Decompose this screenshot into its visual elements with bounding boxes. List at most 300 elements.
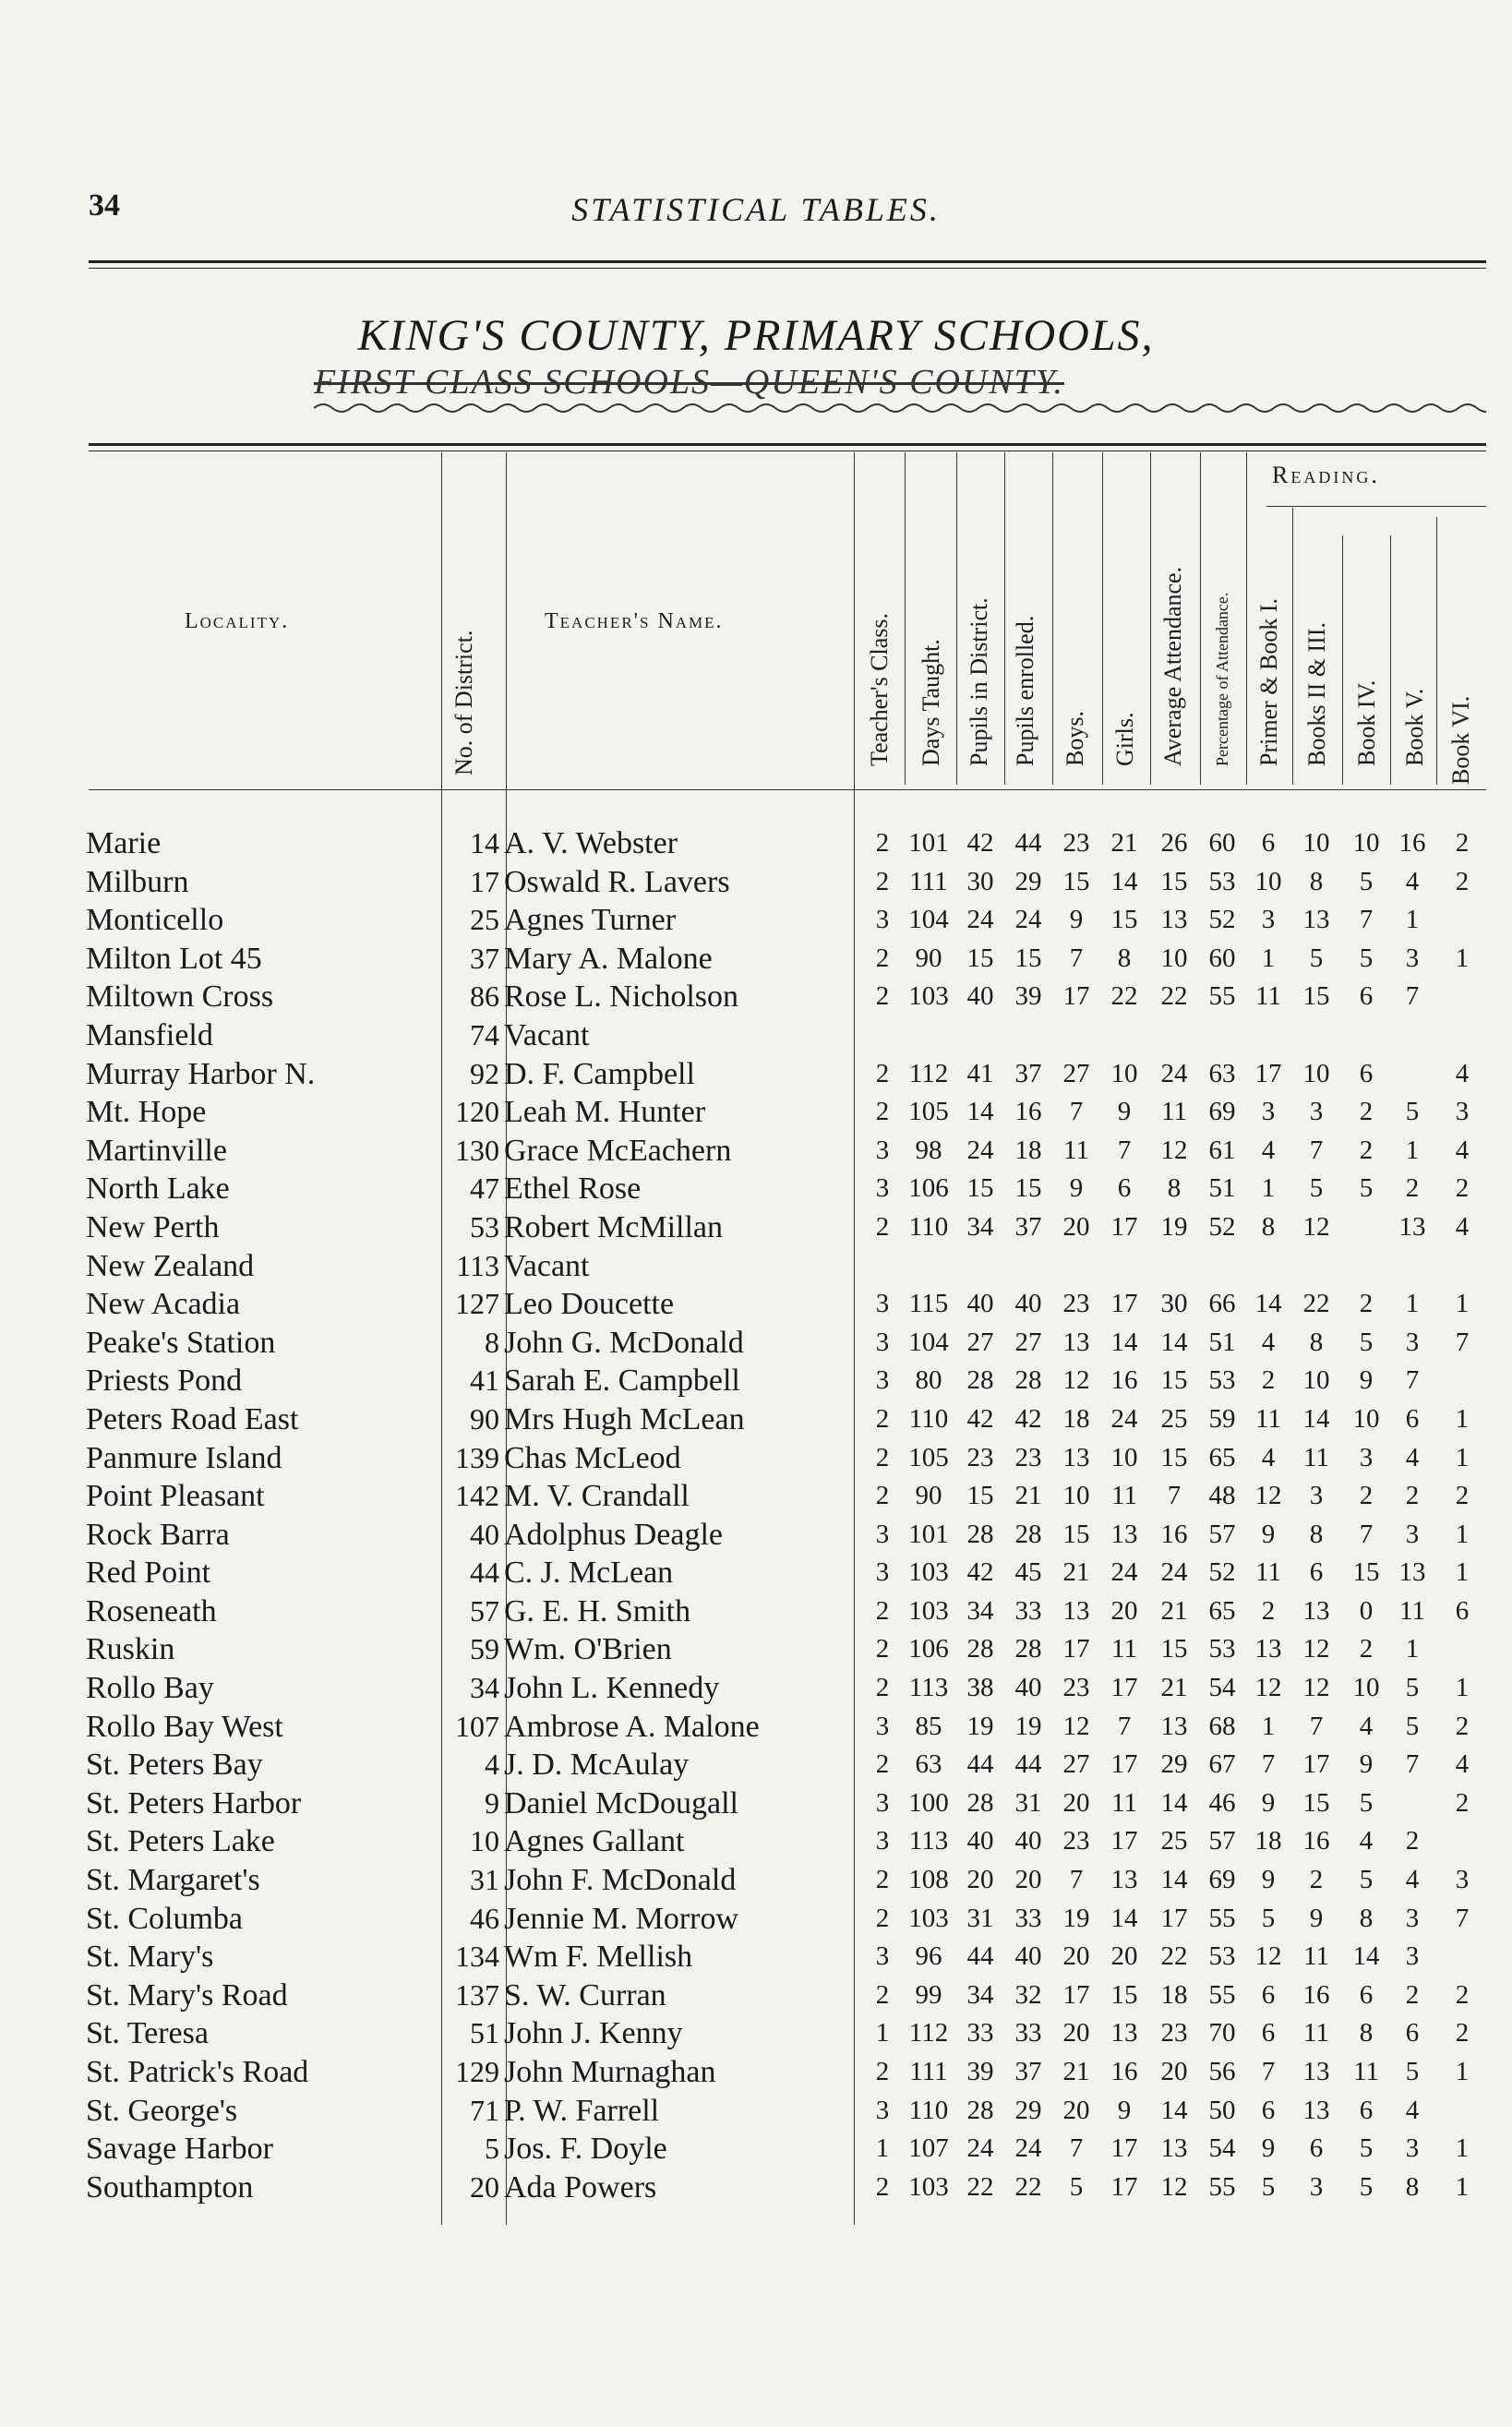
pe-cell: 37 (1014, 1211, 1042, 1242)
b5-cell: 4 (1405, 866, 1420, 896)
table-row (0, 1784, 1512, 1823)
b23-cell: 6 (1309, 1557, 1324, 1588)
district-cell: 8 (485, 1325, 499, 1359)
cls-cell: 2 (875, 828, 890, 858)
pe-cell: 28 (1014, 1365, 1042, 1396)
avg-cell: 26 (1160, 828, 1188, 858)
b23-cell: 12 (1302, 1211, 1330, 1242)
b6-cell: 7 (1455, 1903, 1470, 1933)
b23-cell: 16 (1302, 1826, 1330, 1856)
teacher-cell: C. J. McLean (504, 1556, 674, 1591)
girls-cell: 14 (1110, 866, 1138, 896)
b4-cell: 10 (1352, 828, 1380, 858)
b23-cell: 22 (1302, 1289, 1330, 1319)
teacher-cell: Ada Powers (504, 2169, 657, 2205)
table-row (0, 2014, 1512, 2053)
pct-cell: 68 (1208, 1711, 1236, 1741)
days-cell: 103 (908, 981, 949, 1012)
b4-cell: 5 (1359, 943, 1374, 973)
b5-cell: 3 (1405, 1941, 1420, 1972)
header-book5: Book V. (1401, 688, 1428, 766)
pd-cell: 34 (966, 1595, 994, 1626)
b23-cell: 13 (1302, 2095, 1330, 2125)
pe-cell: 15 (1014, 943, 1042, 973)
pd-cell: 40 (966, 981, 994, 1012)
b4-cell: 2 (1359, 1289, 1374, 1319)
pct-cell: 51 (1208, 1327, 1236, 1357)
b23-cell: 14 (1302, 1403, 1330, 1434)
teacher-cell: Mary A. Malone (504, 941, 713, 976)
pe-cell: 32 (1014, 1979, 1042, 2010)
b23-cell: 9 (1309, 1903, 1324, 1933)
locality-cell: St. Margaret's (86, 1863, 260, 1898)
locality-cell: Murray Harbor N. (86, 1056, 316, 1091)
b1-cell: 8 (1261, 1211, 1276, 1242)
cls-cell: 3 (875, 1787, 890, 1818)
b23-cell: 10 (1302, 828, 1330, 858)
pd-cell: 28 (966, 2095, 994, 2125)
page-number: 34 (89, 188, 120, 222)
days-cell: 105 (908, 1442, 949, 1472)
avg-cell: 13 (1160, 1711, 1188, 1741)
pct-cell: 69 (1208, 1097, 1236, 1127)
teacher-cell: John G. McDonald (504, 1325, 744, 1360)
b4-cell: 5 (1359, 2133, 1374, 2164)
pd-cell: 34 (966, 1979, 994, 2010)
district-cell: 31 (470, 1863, 499, 1897)
teacher-cell: J. D. McAulay (504, 1748, 690, 1783)
b4-cell: 5 (1359, 866, 1374, 896)
b4-cell: 6 (1359, 981, 1374, 1012)
boys-cell: 18 (1062, 1403, 1090, 1434)
pct-cell: 57 (1208, 1826, 1236, 1856)
table-row (0, 1247, 1512, 1286)
b23-cell: 2 (1309, 1865, 1324, 1895)
b5-cell: 1 (1405, 1634, 1420, 1664)
days-cell: 115 (908, 1289, 949, 1319)
pct-cell: 51 (1208, 1173, 1236, 1204)
pct-cell: 52 (1208, 905, 1236, 935)
table-row (0, 901, 1512, 940)
b23-cell: 11 (1303, 1442, 1329, 1472)
b23-cell: 3 (1309, 2171, 1324, 2202)
teacher-cell: Adolphus Deagle (504, 1517, 724, 1552)
cls-cell: 3 (875, 1711, 890, 1741)
table-title: KING'S COUNTY, PRIMARY SCHOOLS, (357, 311, 1155, 360)
boys-cell: 21 (1062, 2057, 1090, 2086)
table-row (0, 1093, 1512, 1132)
table-row (0, 1746, 1512, 1784)
girls-cell: 20 (1110, 1941, 1138, 1972)
b1-cell: 12 (1254, 1941, 1282, 1972)
cls-cell: 2 (875, 943, 890, 973)
girls-cell: 24 (1110, 1557, 1138, 1588)
b6-cell: 1 (1455, 1403, 1470, 1434)
table-row (0, 940, 1512, 979)
locality-cell: Peake's Station (86, 1325, 276, 1360)
b23-cell: 15 (1302, 1787, 1330, 1818)
cls-cell: 3 (875, 1519, 890, 1549)
b5-cell: 7 (1405, 1365, 1420, 1396)
header-boys: Boys. (1062, 711, 1088, 766)
header-pupils-district: Pupils in District. (966, 597, 992, 766)
b6-cell: 2 (1455, 1173, 1470, 1204)
table-row (0, 1592, 1512, 1631)
cls-cell: 2 (875, 1903, 890, 1933)
girls-cell: 21 (1110, 828, 1138, 858)
pe-cell: 33 (1014, 1903, 1042, 1933)
header-book4: Book IV. (1353, 679, 1380, 766)
days-cell: 80 (915, 1365, 942, 1396)
avg-cell: 14 (1160, 2095, 1188, 2125)
b5-cell: 7 (1405, 1749, 1420, 1780)
b4-cell: 8 (1359, 1903, 1374, 1933)
b1-cell: 12 (1254, 1673, 1282, 1703)
girls-cell: 16 (1110, 2057, 1138, 2086)
days-cell: 101 (908, 828, 949, 858)
locality-cell: Savage Harbor (86, 2132, 273, 2167)
b1-cell: 9 (1261, 1787, 1276, 1818)
district-cell: 92 (470, 1056, 499, 1090)
days-cell: 104 (908, 1327, 949, 1357)
pd-cell: 42 (966, 1403, 994, 1434)
district-cell: 113 (456, 1248, 499, 1282)
locality-cell: Rollo Bay West (86, 1709, 283, 1744)
girls-cell: 13 (1110, 1865, 1138, 1895)
b4-cell: 7 (1359, 1519, 1374, 1549)
b1-cell: 11 (1255, 1403, 1281, 1434)
boys-cell: 9 (1069, 905, 1084, 935)
cls-cell: 2 (875, 1595, 890, 1626)
district-cell: 86 (470, 979, 499, 1014)
locality-cell: New Perth (86, 1209, 220, 1244)
teacher-cell: Leo Doucette (504, 1287, 675, 1322)
pct-cell: 53 (1208, 866, 1236, 896)
pct-cell: 54 (1208, 1673, 1236, 1703)
cls-cell: 3 (875, 1941, 890, 1972)
cls-cell: 3 (875, 1826, 890, 1856)
b5-cell: 16 (1398, 828, 1426, 858)
b4-cell: 7 (1359, 905, 1374, 935)
b23-cell: 12 (1302, 1673, 1330, 1703)
district-cell: 34 (470, 1671, 499, 1705)
header-books23: Books II & III. (1303, 622, 1330, 766)
table-row (0, 1630, 1512, 1669)
district-cell: 20 (470, 2169, 499, 2204)
table-row (0, 1400, 1512, 1439)
b1-cell: 9 (1261, 1865, 1276, 1895)
pe-cell: 15 (1014, 1173, 1042, 1204)
b6-cell: 2 (1455, 828, 1470, 858)
district-cell: 127 (455, 1287, 499, 1321)
boys-cell: 9 (1069, 1173, 1084, 1204)
avg-cell: 20 (1160, 2057, 1188, 2086)
avg-cell: 21 (1160, 1673, 1188, 1703)
b6-cell: 2 (1455, 1481, 1470, 1511)
girls-cell: 17 (1110, 2171, 1138, 2202)
locality-cell: Roseneath (86, 1593, 217, 1628)
district-cell: 47 (470, 1171, 499, 1206)
girls-cell: 22 (1110, 981, 1138, 1012)
days-cell: 90 (915, 943, 942, 973)
b6-cell: 4 (1455, 1211, 1470, 1242)
b6-cell: 1 (1455, 2171, 1470, 2202)
pd-cell: 34 (966, 1211, 994, 1242)
avg-cell: 13 (1160, 905, 1188, 935)
teacher-cell: Vacant (504, 1017, 590, 1052)
table-row (0, 1477, 1512, 1516)
district-cell: 17 (470, 864, 499, 898)
boys-cell: 20 (1062, 1211, 1090, 1242)
cls-cell: 2 (875, 1749, 890, 1780)
boys-cell: 20 (1062, 2095, 1090, 2125)
b5-cell: 2 (1405, 1826, 1420, 1856)
girls-cell: 14 (1110, 1903, 1138, 1933)
b4-cell: 5 (1359, 1865, 1374, 1895)
running-head: STATISTICAL TABLES. (571, 191, 941, 228)
table-row (0, 1976, 1512, 2015)
b23-cell: 17 (1302, 1749, 1330, 1780)
pe-cell: 28 (1014, 1519, 1042, 1549)
b5-cell: 1 (1405, 905, 1420, 935)
boys-cell: 17 (1062, 1634, 1090, 1664)
avg-cell: 17 (1160, 1903, 1188, 1933)
pct-cell: 55 (1208, 981, 1236, 1012)
cls-cell: 2 (875, 1097, 890, 1127)
cls-cell: 2 (875, 1979, 890, 2010)
locality-cell: St. Teresa (86, 2016, 209, 2051)
district-cell: 25 (470, 903, 499, 937)
pe-cell: 20 (1014, 1865, 1042, 1895)
b5-cell: 2 (1405, 1173, 1420, 1204)
b23-cell: 5 (1309, 1173, 1324, 1204)
table-row (0, 1669, 1512, 1708)
pct-cell: 46 (1208, 1787, 1236, 1818)
boys-cell: 13 (1062, 1442, 1090, 1472)
pct-cell: 69 (1208, 1865, 1236, 1895)
b23-cell: 11 (1303, 2018, 1329, 2049)
cls-cell: 2 (875, 2171, 890, 2202)
boys-cell: 7 (1069, 943, 1084, 973)
table-row (0, 1170, 1512, 1208)
pd-cell: 14 (966, 1097, 994, 1127)
b5-cell: 2 (1405, 1979, 1420, 2010)
b4-cell: 2 (1359, 1097, 1374, 1127)
pd-cell: 30 (966, 866, 994, 896)
girls-cell: 11 (1111, 1634, 1137, 1664)
b1-cell: 1 (1261, 1173, 1276, 1204)
b1-cell: 17 (1254, 1058, 1282, 1088)
top-rule-thin (89, 268, 1486, 269)
header-reading: Reading. (1272, 462, 1380, 488)
b4-cell: 2 (1359, 1135, 1374, 1165)
b6-cell: 1 (1455, 1442, 1470, 1472)
table-row (0, 1708, 1512, 1747)
pe-cell: 42 (1014, 1403, 1042, 1434)
boys-cell: 20 (1062, 1941, 1090, 1972)
pe-cell: 18 (1014, 1135, 1042, 1165)
pd-cell: 19 (966, 1711, 994, 1741)
b4-cell: 5 (1359, 1327, 1374, 1357)
district-cell: 40 (470, 1517, 499, 1551)
pd-cell: 15 (966, 1481, 994, 1511)
pe-cell: 40 (1014, 1289, 1042, 1319)
column-header-rule (89, 789, 1486, 790)
boys-cell: 10 (1062, 1481, 1090, 1511)
pe-cell: 19 (1014, 1711, 1042, 1741)
avg-cell: 15 (1160, 1365, 1188, 1396)
avg-cell: 24 (1160, 1058, 1188, 1088)
b1-cell: 1 (1261, 943, 1276, 973)
header-avg-attendance: Average Attendance. (1159, 566, 1186, 766)
pd-cell: 22 (966, 2171, 994, 2202)
pe-cell: 21 (1014, 1481, 1042, 1511)
table-row (0, 2169, 1512, 2207)
district-cell: 134 (455, 1940, 499, 1974)
girls-cell: 17 (1110, 2133, 1138, 2164)
girls-cell: 9 (1117, 1097, 1132, 1127)
boys-cell: 17 (1062, 981, 1090, 1012)
pe-cell: 33 (1014, 1595, 1042, 1626)
teacher-cell: A. V. Webster (504, 826, 678, 860)
days-cell: 107 (908, 2133, 949, 2164)
days-cell: 90 (915, 1481, 942, 1511)
avg-cell: 11 (1161, 1097, 1187, 1127)
locality-cell: Mansfield (86, 1017, 213, 1052)
district-cell: 59 (470, 1632, 499, 1666)
pct-cell: 66 (1208, 1289, 1236, 1319)
avg-cell: 14 (1160, 1787, 1188, 1818)
b5-cell: 7 (1405, 981, 1420, 1012)
teacher-cell: Ambrose A. Malone (504, 1709, 760, 1744)
cls-cell: 2 (875, 1403, 890, 1434)
b1-cell: 14 (1254, 1289, 1282, 1319)
girls-cell: 9 (1117, 2095, 1132, 2125)
avg-cell: 23 (1160, 2018, 1188, 2049)
avg-cell: 29 (1160, 1749, 1188, 1780)
b6-cell: 7 (1455, 1327, 1470, 1357)
reading-rule (1266, 506, 1486, 507)
locality-cell: North Lake (86, 1171, 230, 1207)
days-cell: 103 (908, 1595, 949, 1626)
girls-cell: 17 (1110, 1289, 1138, 1319)
pd-cell: 28 (966, 1365, 994, 1396)
b23-cell: 13 (1302, 2057, 1330, 2086)
district-cell: 9 (485, 1785, 499, 1820)
avg-cell: 12 (1160, 2171, 1188, 2202)
avg-cell: 15 (1160, 1442, 1188, 1472)
girls-cell: 17 (1110, 1211, 1138, 1242)
district-cell: 46 (470, 1901, 499, 1935)
b5-cell: 3 (1405, 943, 1420, 973)
pd-cell: 40 (966, 1826, 994, 1856)
teacher-cell: John F. McDonald (504, 1863, 737, 1898)
b5-cell: 5 (1405, 1097, 1420, 1127)
boys-cell: 12 (1062, 1711, 1090, 1741)
girls-cell: 7 (1117, 1711, 1132, 1741)
teacher-cell: Vacant (504, 1248, 590, 1283)
header-pct-attendance: Percentage of Attendance. (1213, 592, 1231, 766)
b1-cell: 11 (1255, 981, 1281, 1012)
teacher-cell: M. V. Crandall (504, 1479, 690, 1514)
header-teachers-class: Teacher's Class. (866, 612, 893, 766)
b6-cell: 1 (1455, 1673, 1470, 1703)
days-cell: 103 (908, 1903, 949, 1933)
pe-cell: 40 (1014, 1941, 1042, 1972)
pe-cell: 37 (1014, 1058, 1042, 1088)
pct-cell: 55 (1208, 1979, 1236, 2010)
boys-cell: 23 (1062, 1289, 1090, 1319)
days-cell: 63 (915, 1749, 942, 1780)
boys-cell: 23 (1062, 1826, 1090, 1856)
cls-cell: 2 (875, 1058, 890, 1088)
header-locality: Locality. (185, 609, 290, 633)
cls-cell: 2 (875, 1211, 890, 1242)
days-cell: 104 (908, 905, 949, 935)
pe-cell: 31 (1014, 1787, 1042, 1818)
b6-cell: 3 (1455, 1865, 1470, 1895)
b1-cell: 5 (1261, 1903, 1276, 1933)
locality-cell: St. Peters Bay (86, 1748, 263, 1783)
table-row (0, 2130, 1512, 2169)
locality-cell: St. Mary's (86, 1940, 214, 1975)
b1-cell: 7 (1261, 2057, 1276, 2086)
locality-cell: Red Point (86, 1556, 211, 1591)
data-table (0, 824, 1512, 2206)
district-cell: 107 (455, 1709, 499, 1743)
pct-cell: 61 (1208, 1135, 1236, 1165)
avg-cell: 10 (1160, 943, 1188, 973)
teacher-cell: Jennie M. Morrow (504, 1901, 739, 1936)
days-cell: 98 (915, 1135, 942, 1165)
cls-cell: 3 (875, 1173, 890, 1204)
pd-cell: 20 (966, 1865, 994, 1895)
b6-cell: 2 (1455, 1787, 1470, 1818)
cls-cell: 2 (875, 1481, 890, 1511)
cls-cell: 2 (875, 1865, 890, 1895)
b23-cell: 7 (1309, 1135, 1324, 1165)
locality-cell: St. George's (86, 2093, 238, 2128)
pd-cell: 42 (966, 828, 994, 858)
b4-cell: 4 (1359, 1826, 1374, 1856)
teacher-cell: John J. Kenny (504, 2016, 683, 2051)
days-cell: 110 (908, 2095, 949, 2125)
boys-cell: 27 (1062, 1749, 1090, 1780)
cls-cell: 3 (875, 905, 890, 935)
table-row (0, 1900, 1512, 1939)
b1-cell: 3 (1261, 1097, 1276, 1127)
days-cell: 96 (915, 1941, 942, 1972)
b6-cell: 2 (1455, 1711, 1470, 1741)
table-row (0, 1861, 1512, 1900)
b4-cell: 9 (1359, 1365, 1374, 1396)
pe-cell: 16 (1014, 1097, 1042, 1127)
pe-cell: 24 (1014, 2133, 1042, 2164)
locality-cell: Southampton (86, 2169, 254, 2205)
girls-cell: 8 (1117, 943, 1132, 973)
district-cell: 137 (455, 1977, 499, 2012)
b5-cell: 2 (1405, 1481, 1420, 1511)
b6-cell: 4 (1455, 1058, 1470, 1088)
b5-cell: 8 (1405, 2171, 1420, 2202)
avg-cell: 19 (1160, 1211, 1188, 1242)
teacher-cell: Agnes Turner (504, 903, 677, 938)
b5-cell: 1 (1405, 1135, 1420, 1165)
boys-cell: 17 (1062, 1979, 1090, 2010)
avg-cell: 21 (1160, 1595, 1188, 1626)
b23-cell: 15 (1302, 981, 1330, 1012)
locality-cell: St. Patrick's Road (86, 2055, 309, 2089)
